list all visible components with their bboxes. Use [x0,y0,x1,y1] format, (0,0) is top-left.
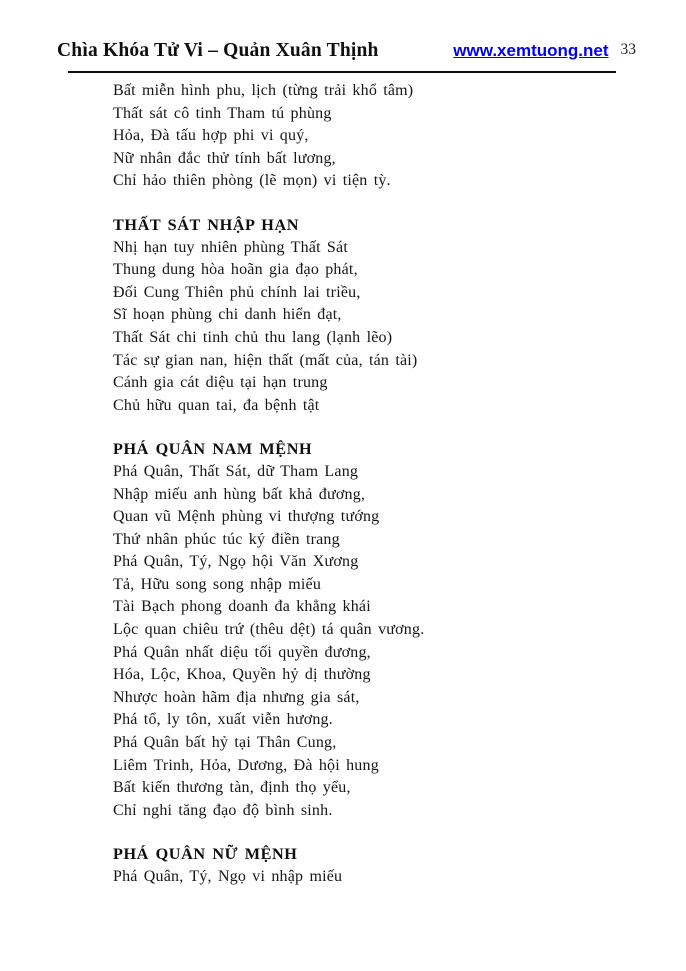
poem-line: Phá Quân, Tý, Ngọ vi nhập miếu [113,868,343,885]
poem-line: Thứ nhân phúc túc ký điền trang [113,530,340,548]
poem-line: Nhược hoàn hãm địa nhưng gia sát, [113,688,360,706]
poem-line: Tài Bạch phong doanh đa khẳng khái [113,598,371,616]
page-number: 33 [620,41,636,58]
poem-line: Chủ hữu quan tai, đa bệnh tật [113,396,320,414]
poem-content [0,80,686,889]
website-link[interactable]: www.xemtuong.net [453,41,609,60]
poem-line: Tác sự gian nan, hiện thất (mất của, tán tài) [113,351,418,369]
page-header [0,0,686,62]
poem-line: Bất miễn hình phu, lịch (từng trải khổ tâm) [113,82,414,99]
poem-line: Phá Quân, Thất Sát, dữ Tham Lang [113,462,359,480]
header-divider [68,71,616,73]
poem-line: Phá Quân, Tý, Ngọ hội Văn Xương [113,553,359,571]
poem-section [113,438,646,822]
poem-line: Nhị hạn tuy nhiên phùng Thất Sát [113,238,348,256]
poem-line: Nữ nhân đắc thử tính bất lương, [113,149,336,167]
poem-section [113,214,646,417]
poem-line: Chỉ hảo thiên phòng (lẽ mọn) vi tiện tỳ. [113,172,391,190]
poem-line: Bất kiến thương tàn, định thọ yểu, [113,779,351,797]
poem-line: Sĩ hoạn phùng chi danh hiển đạt, [113,306,342,324]
poem-line: Phá Quân bất hỷ tại Thân Cung, [113,734,337,752]
poem-line: Thung dung hòa hoãn gia đạo phát, [113,261,358,279]
poem-line: Đối Cung Thiên phủ chính lai triều, [113,283,361,301]
poem-line: Cánh gia cát diệu tại hạn trung [113,374,328,392]
section-heading: PHÁ QUÂN NỮ MỆNH [113,845,298,864]
section-heading: THẤT SÁT NHẬP HẠN [113,215,300,234]
header-right [453,41,636,61]
poem-line: Tả, Hữu song song nhập miếu [113,575,322,593]
book-title: Chìa Khóa Tử Vi – Quản Xuân Thịnh [57,40,379,61]
poem-line: Hỏa, Đà tấu hợp phi vi quý, [113,127,309,145]
section-heading: PHÁ QUÂN NAM MỆNH [113,440,313,459]
poem-line: Hóa, Lộc, Khoa, Quyền hỷ dị thường [113,666,371,684]
poem-line: Phá tổ, ly tôn, xuất viễn hương. [113,711,333,729]
poem-line: Nhập miếu anh hùng bất khả đương, [113,485,366,503]
poem-section [113,80,646,193]
poem-line: Chỉ nghi tăng đạo độ bình sinh. [113,801,333,819]
poem-line: Liêm Trinh, Hỏa, Dương, Đà hội hung [113,756,379,774]
poem-line: Lộc quan chiêu trứ (thêu dệt) tá quân vương. [113,621,425,639]
poem-line: Quan vũ Mệnh phùng vi thượng tướng [113,508,380,526]
poem-section [113,843,646,888]
poem-line: Phá Quân nhất diệu tối quyền đương, [113,643,371,661]
poem-line: Thất sát cô tinh Tham tú phùng [113,104,332,122]
poem-line: Thất Sát chi tinh chủ thu lang (lạnh lẽo) [113,328,393,346]
